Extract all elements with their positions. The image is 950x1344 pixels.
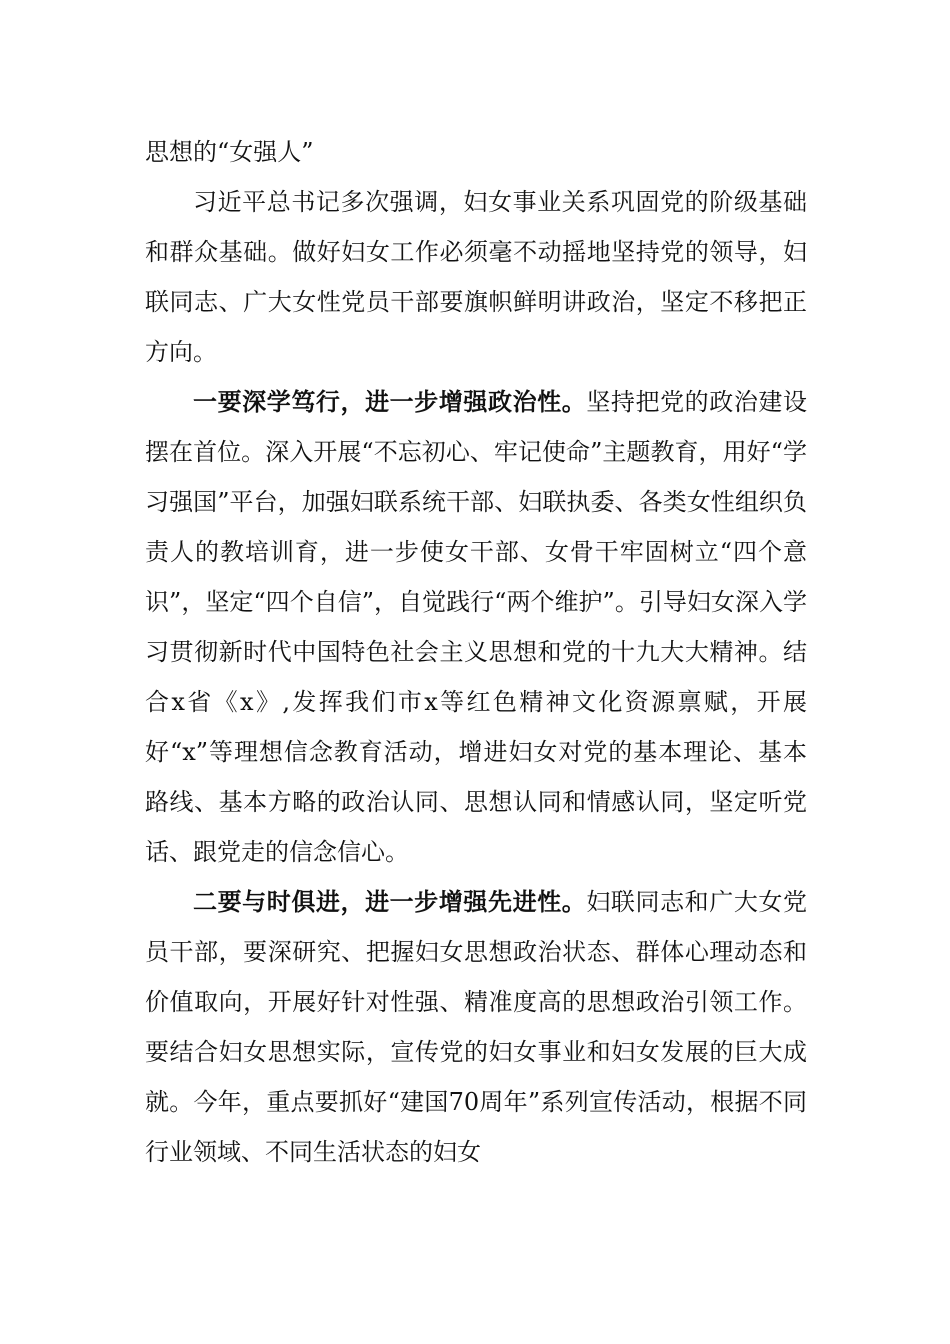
paragraph-political-lead: 一要深学笃行，进一步增强政治性。 <box>193 387 587 416</box>
paragraph-political-body: 坚持把党的政治建设摆在首位。深入开展“不忘初心、牢记使命”主题教育，用好“学习强国”平台，加强妇联系统干部、妇联执委、各类女性组织负责人的教培训育，进一步使女干部、女骨干牢固树立“四个意识”，坚定“四个自信”，自觉践行“两个维护”。引导妇女深入学习贯彻新时代中国特色社会主义思想和党的十九大大精神。结合x省《x》,发挥我们市x等红色精神文化资源禀赋，开展好“x”等理想信念教育活动，增进妇女对党的基本理论、基本路线、基本方略的政治认同、思想认同和情感认同，坚定听党话、跟党走的信念信心。 <box>145 388 808 866</box>
paragraph-advanced <box>145 877 807 1177</box>
paragraph-intro <box>145 177 807 377</box>
heading-continuation: 思想的“女强人” <box>145 138 314 166</box>
paragraph-intro-body: 习近平总书记多次强调，妇女事业关系巩固党的阶级基础和群众基础。做好妇女工作必须毫不动摇地坚持党的领导，妇联同志、广大女性党员干部要旗帜鲜明讲政治，坚定不移把正方向。 <box>145 188 807 366</box>
document-body <box>145 127 807 1177</box>
paragraph-advanced-body: 妇联同志和广大女党员干部，要深研究、把握妇女思想政治状态、群体心理动态和价值取向，开展好针对性强、精准度高的思想政治引领工作。要结合妇女思想实际，宣传党的妇女事业和妇女发展的巨大成就。今年，重点要抓好“建国70周年”系列宣传活动，根据不同行业领域、不同生活状态的妇女 <box>145 888 808 1166</box>
paragraph-advanced-lead: 二要与时俱进，进一步增强先进性。 <box>193 887 587 916</box>
paragraph-political <box>145 377 807 877</box>
